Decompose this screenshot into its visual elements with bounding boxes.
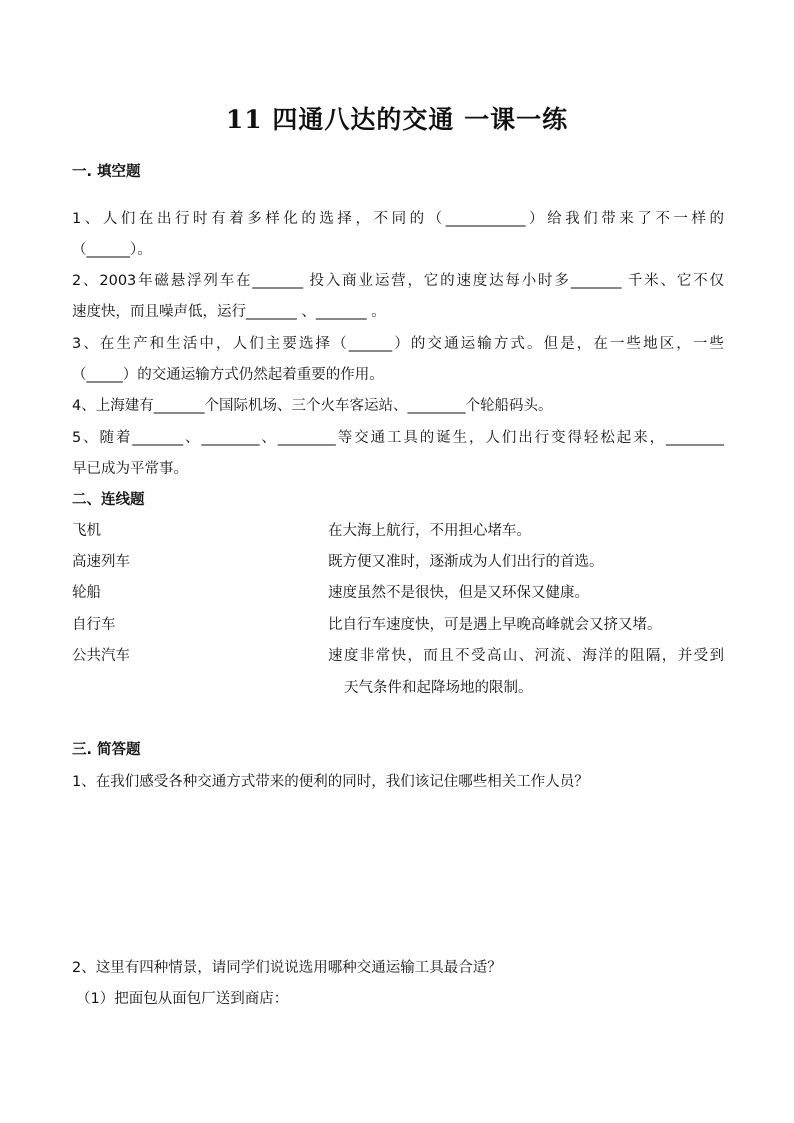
- match-left-item: 公共汽车: [72, 648, 130, 664]
- question-line: 3、在生产和生活中，人们主要选择（______）的交通运输方式。但是，在一些地区，一些: [72, 336, 724, 352]
- match-right-item: 速度非常快，而且不受高山、河流、海洋的阻隔，并受到: [328, 648, 724, 664]
- sub-question-line: （1）把面包从面包厂送到商店：: [76, 991, 289, 1007]
- section-heading-short-answer: 三. 简答题: [72, 742, 141, 758]
- section-heading-fill-blank: 一. 填空题: [72, 164, 141, 180]
- match-right-item: 比自行车速度快，可是遇上早晚高峰就会又挤又堵。: [328, 617, 662, 633]
- match-left-item: 自行车: [72, 617, 116, 633]
- page-title: 11 四通八达的交通 一课一练: [225, 105, 569, 134]
- section-heading-matching: 二、连线题: [72, 492, 145, 508]
- question-line: 4、上海建有_______个国际机场、三个火车客运站、________个轮船码头。: [72, 398, 553, 414]
- question-line: 1、在我们感受各种交通方式带来的便利的同时，我们该记住哪些相关工作人员？: [72, 774, 589, 790]
- question-line: 5、随着_______、________、________等交通工具的诞生，人们出行变得轻松起来，________: [72, 430, 724, 446]
- match-right-item: 速度虽然不是很快，但是又环保又健康。: [328, 585, 589, 601]
- question-line: （______）。: [72, 242, 152, 258]
- match-right-item: 既方便又准时，逐渐成为人们出行的首选。: [328, 554, 604, 570]
- question-line: （_____）的交通运输方式仍然起着重要的作用。: [72, 367, 384, 383]
- match-left-item: 轮船: [72, 585, 101, 601]
- question-line: 1、人们在出行时有着多样化的选择，不同的（___________）给我们带来了不一样的: [72, 211, 724, 227]
- match-right-item-continued: 天气条件和起降场地的限制。: [344, 680, 533, 696]
- question-line: 速度快，而且噪声低，运行_______ 、_______ 。: [72, 304, 386, 320]
- match-left-item: 高速列车: [72, 554, 130, 570]
- match-right-item: 在大海上航行，不用担心堵车。: [328, 523, 531, 539]
- question-line: 2、这里有四种情景，请同学们说说选用哪种交通运输工具最合适？: [72, 960, 502, 976]
- match-left-item: 飞机: [72, 523, 101, 539]
- question-line: 早已成为平常事。: [72, 461, 188, 477]
- question-line: 2、2003年磁悬浮列车在_______ 投入商业运营，它的速度达每小时多_______ 千米、它不仅: [72, 273, 724, 289]
